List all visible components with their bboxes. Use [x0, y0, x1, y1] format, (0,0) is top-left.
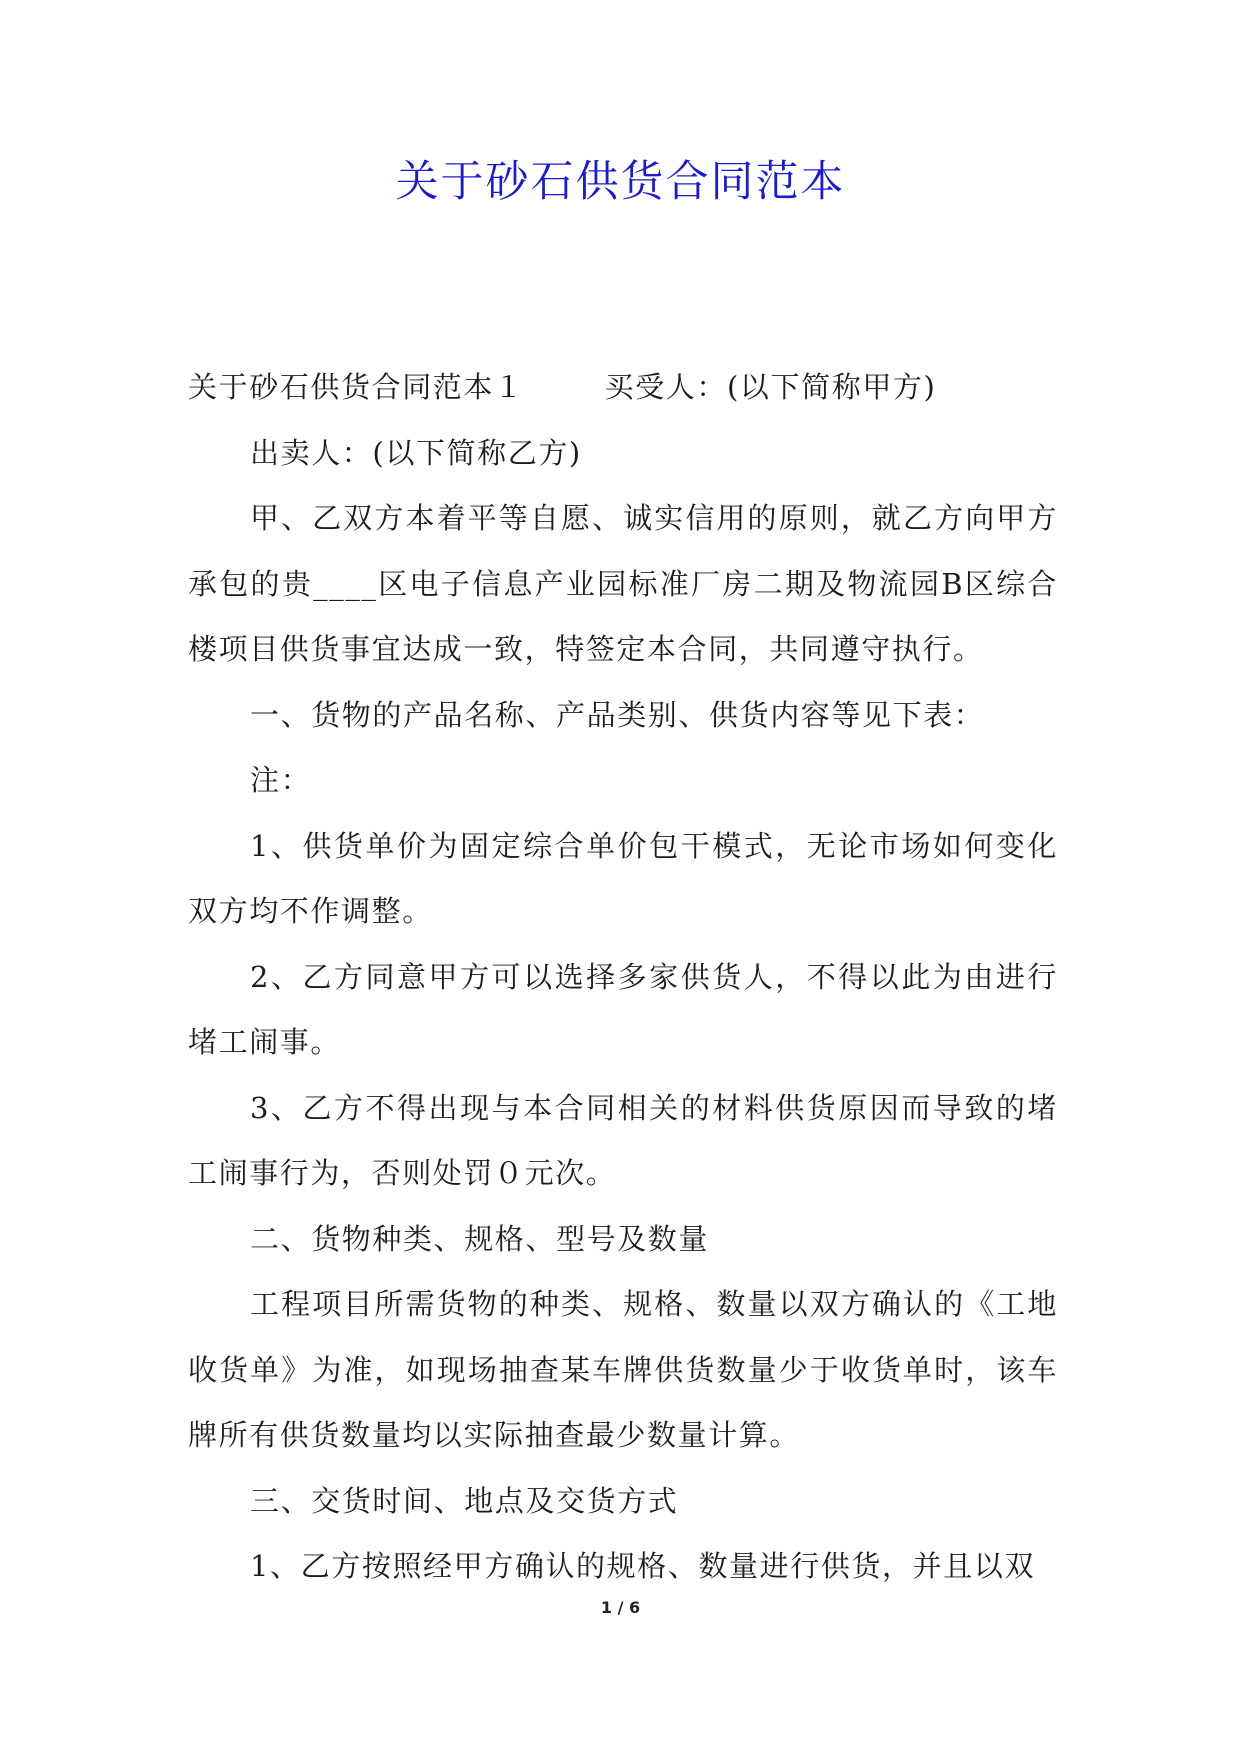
note-item-2: 2、乙方同意甲方可以选择多家供货人，不得以此为由进行堵工闹事。	[188, 959, 1058, 1059]
section-1-heading: 一、货物的产品名称、产品类别、供货内容等见下表：	[250, 697, 985, 732]
note-item-3: 3、乙方不得出现与本合同相关的材料供货原因而导致的堵工闹事行为，否则处罚０元次。	[188, 1090, 1058, 1190]
document-title: 关于砂石供货合同范本	[395, 157, 846, 207]
section-3-item-1: 1、乙方按照经甲方确认的规格、数量进行供货，并且以双	[250, 1549, 1036, 1583]
document-body	[188, 355, 1058, 1600]
preamble-paragraph: 甲、乙双方本着平等自愿、诚实信用的原则，就乙方向甲方承包的贵____区电子信息产业园标准厂房二期及物流园B区综合楼项目供货事宜达成一致，特签定本合同，共同遵守执行。	[188, 501, 1058, 666]
seller-line: 出卖人：(以下简称乙方)	[250, 435, 582, 470]
section-2-heading: 二、货物种类、规格、型号及数量	[250, 1221, 710, 1256]
page-number: 1 / 6	[600, 1598, 641, 1617]
contract-heading-line	[188, 355, 1058, 421]
section-2-paragraph: 工程项目所需货物的种类、规格、数量以双方确认的《工地收货单》为准，如现场抽查某车牌供货数量少于收货单时，该车牌所有供货数量均以实际抽查最少数量计算。	[188, 1287, 1058, 1452]
note-item-1: 1、供货单价为固定综合单价包干模式，无论市场如何变化双方均不作调整。	[188, 828, 1058, 928]
contract-heading: 关于砂石供货合同范本１	[188, 370, 525, 404]
note-label: 注：	[250, 763, 312, 797]
buyer-line: 买受人：(以下简称甲方)	[604, 370, 937, 404]
section-3-heading: 三、交货时间、地点及交货方式	[250, 1483, 679, 1518]
